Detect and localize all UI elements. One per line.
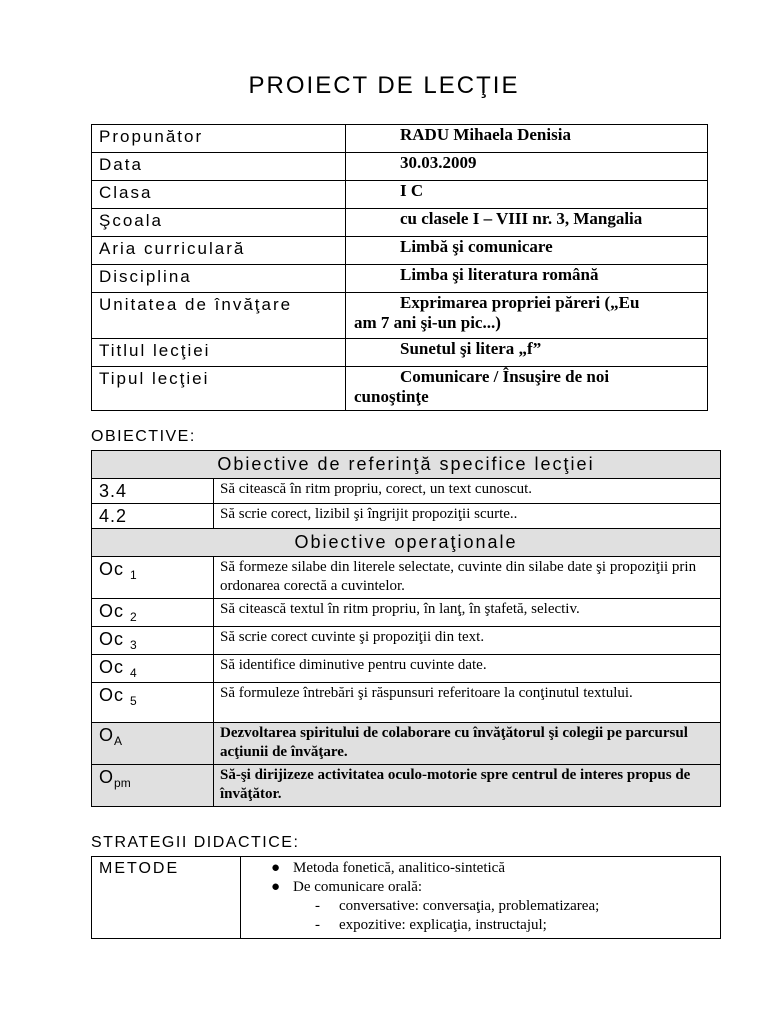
- objective-text: Să formeze silabe din literele selectate, cuvinte din silabe date şi propoziţii prin ordonarea corectă a cuvintelor.: [214, 557, 721, 599]
- objective-code: $O_A$: [92, 723, 214, 765]
- info-row: [92, 367, 708, 411]
- info-row: [92, 125, 708, 153]
- reference-objectives-header-row: [92, 451, 721, 479]
- objective-text: Dezvoltarea spiritului de colaborare cu învăţătorul şi colegii pe parcursul acţiunii de învăţare.: [214, 723, 721, 765]
- info-label: Propunător: [92, 125, 346, 153]
- info-row: [92, 339, 708, 367]
- info-row: [92, 265, 708, 293]
- strategies-heading: STRATEGII DIDACTICE:: [91, 834, 300, 851]
- objective-row: [92, 627, 721, 655]
- objective-text: Să scrie corect, lizibil şi îngrijit propoziţii scurte..: [214, 504, 721, 529]
- methods-row: [92, 857, 721, 939]
- methods-content: [241, 857, 721, 939]
- objective-code: Oc $_5$: [92, 683, 214, 723]
- objective-text: Să formuleze întrebări şi răspunsuri referitoare la conţinutul textului.: [214, 683, 721, 723]
- sub-list-item: - expozitive: explicaţia, instructajul;: [315, 917, 547, 933]
- info-value: I C: [346, 181, 708, 209]
- objective-code: 3.4: [92, 479, 214, 504]
- dash-icon: -: [315, 898, 320, 914]
- info-row: [92, 153, 708, 181]
- list-item: ● Metoda fonetică, analitico-sintetică: [271, 860, 505, 876]
- operational-objectives-header: Obiective operaţionale: [92, 529, 721, 557]
- info-value: Limba şi literatura română: [346, 265, 708, 293]
- document-title: PROIECT DE LECŢIE: [248, 72, 520, 99]
- objective-text: Să-şi dirijizeze activitatea oculo-motorie spre centrul de interes propus de învăţător.: [214, 765, 721, 807]
- info-label: Clasa: [92, 181, 346, 209]
- info-value: RADU Mihaela Denisia: [346, 125, 708, 153]
- objective-row: [92, 683, 721, 723]
- objective-code: Oc $_2$: [92, 599, 214, 627]
- objective-code: Oc $_4$: [92, 655, 214, 683]
- info-value: Sunetul şi litera „f”: [346, 339, 708, 367]
- objective-text: Să identifice diminutive pentru cuvinte date.: [214, 655, 721, 683]
- dash-icon: -: [315, 917, 320, 933]
- objective-row: [92, 557, 721, 599]
- info-label: Tipul lecţiei: [92, 367, 346, 411]
- reference-objectives-header: Obiective de referinţă specifice lecţiei: [92, 451, 721, 479]
- methods-label: METODE: [92, 857, 241, 939]
- bullet-icon: ●: [271, 860, 281, 876]
- info-value: Comunicare / Însuşire de noi cunoştinţe: [346, 367, 708, 411]
- lesson-info-table: [91, 124, 708, 411]
- objective-row: [92, 599, 721, 627]
- info-label: Şcoala: [92, 209, 346, 237]
- info-row: [92, 237, 708, 265]
- objective-code: Oc $_3$: [92, 627, 214, 655]
- objective-text: Să scrie corect cuvinte şi propoziţii din text.: [214, 627, 721, 655]
- info-value: Exprimarea propriei păreri („Eu am 7 ani şi-un pic...): [346, 293, 708, 339]
- objective-row: [92, 504, 721, 529]
- info-row: [92, 209, 708, 237]
- info-label: Titlul lecţiei: [92, 339, 346, 367]
- list-item: ● De comunicare orală:: [271, 879, 423, 895]
- info-row: [92, 181, 708, 209]
- objectives-table: [91, 450, 721, 807]
- objective-row: [92, 479, 721, 504]
- info-row: [92, 293, 708, 339]
- objective-text: Să citească textul în ritm propriu, în lanţ, în ştafetă, selectiv.: [214, 599, 721, 627]
- info-label: Aria curriculară: [92, 237, 346, 265]
- sub-list-item: - conversative: conversaţia, problematizarea;: [315, 898, 600, 914]
- bullet-icon: ●: [271, 879, 281, 895]
- objectives-heading: OBIECTIVE:: [91, 428, 196, 445]
- operational-objectives-header-row: [92, 529, 721, 557]
- objective-code: Oc $_1$: [92, 557, 214, 599]
- info-label: Unitatea de învăţare: [92, 293, 346, 339]
- objective-row: [92, 723, 721, 765]
- info-value: Limbă şi comunicare: [346, 237, 708, 265]
- info-label: Disciplina: [92, 265, 346, 293]
- objective-text: Să citească în ritm propriu, corect, un text cunoscut.: [214, 479, 721, 504]
- objective-row: [92, 765, 721, 807]
- strategies-table: [91, 856, 721, 939]
- info-value: 30.03.2009: [346, 153, 708, 181]
- info-label: Data: [92, 153, 346, 181]
- objective-code: 4.2: [92, 504, 214, 529]
- objective-row: [92, 655, 721, 683]
- objective-code: $O_{pm}$: [92, 765, 214, 807]
- info-value: cu clasele I – VIII nr. 3, Mangalia: [346, 209, 708, 237]
